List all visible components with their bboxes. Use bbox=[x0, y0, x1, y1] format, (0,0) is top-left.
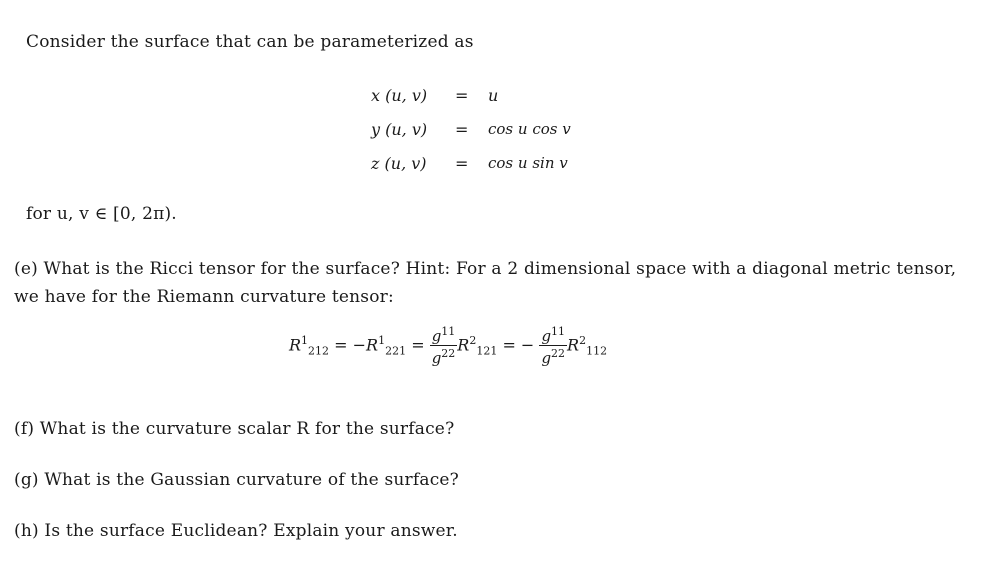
riemann-fraction-1 bbox=[430, 326, 458, 366]
equation-z-equals: = bbox=[455, 154, 469, 173]
frac2-num: g bbox=[541, 327, 552, 345]
equation-y-rhs: cos u cos v bbox=[488, 120, 571, 138]
riemann-equation bbox=[289, 326, 607, 366]
riemann-r3: R bbox=[457, 335, 470, 355]
question-h: (h) Is the surface Euclidean? Explain your answer. bbox=[14, 521, 458, 541]
equation-x-rhs: u bbox=[488, 86, 499, 105]
frac1-den: g bbox=[431, 349, 442, 367]
question-g: (g) What is the Gaussian curvature of the surface? bbox=[14, 470, 459, 490]
equation-y-equals: = bbox=[455, 120, 469, 139]
equation-x-equals: = bbox=[455, 86, 469, 105]
riemann-eq1: = −R bbox=[334, 335, 379, 355]
question-e-line-2: we have for the Riemann curvature tensor: bbox=[14, 287, 394, 307]
domain-text: for u, v ∈ [0, 2π). bbox=[26, 204, 177, 224]
frac2-den: g bbox=[541, 349, 552, 367]
equation-y-lhs: y (u, v) bbox=[371, 120, 428, 139]
riemann-r1-sub: 212 bbox=[308, 344, 330, 358]
riemann-r2-sup: 1 bbox=[378, 334, 386, 348]
riemann-r4-sup: 2 bbox=[579, 334, 587, 348]
riemann-r2-sub: 221 bbox=[385, 344, 407, 358]
intro-text: Consider the surface that can be parameterized as bbox=[26, 32, 474, 52]
riemann-r3-sup: 2 bbox=[469, 334, 477, 348]
frac1-num-sup: 11 bbox=[441, 325, 456, 338]
equation-x-lhs: x (u, v) bbox=[371, 86, 428, 105]
riemann-eq2: = bbox=[411, 335, 425, 355]
riemann-r1: R bbox=[289, 335, 302, 355]
riemann-r3-sub: 121 bbox=[476, 344, 498, 358]
riemann-eq3: = − bbox=[502, 335, 535, 355]
riemann-fraction-2 bbox=[539, 326, 567, 366]
frac2-den-sup: 22 bbox=[551, 347, 566, 360]
question-e-line-1: (e) What is the Ricci tensor for the surface? Hint: For a 2 dimensional space with a diagonal metric tensor, bbox=[14, 259, 957, 279]
equation-z-rhs: cos u sin v bbox=[488, 154, 568, 172]
frac1-den-sup: 22 bbox=[441, 347, 456, 360]
equation-z-lhs: z (u, v) bbox=[371, 154, 427, 173]
frac1-num: g bbox=[431, 327, 442, 345]
riemann-r1-sup: 1 bbox=[301, 334, 309, 348]
question-f: (f) What is the curvature scalar R for the surface? bbox=[14, 419, 455, 439]
frac2-num-sup: 11 bbox=[551, 325, 566, 338]
riemann-r4: R bbox=[567, 335, 580, 355]
riemann-r4-sub: 112 bbox=[586, 344, 608, 358]
